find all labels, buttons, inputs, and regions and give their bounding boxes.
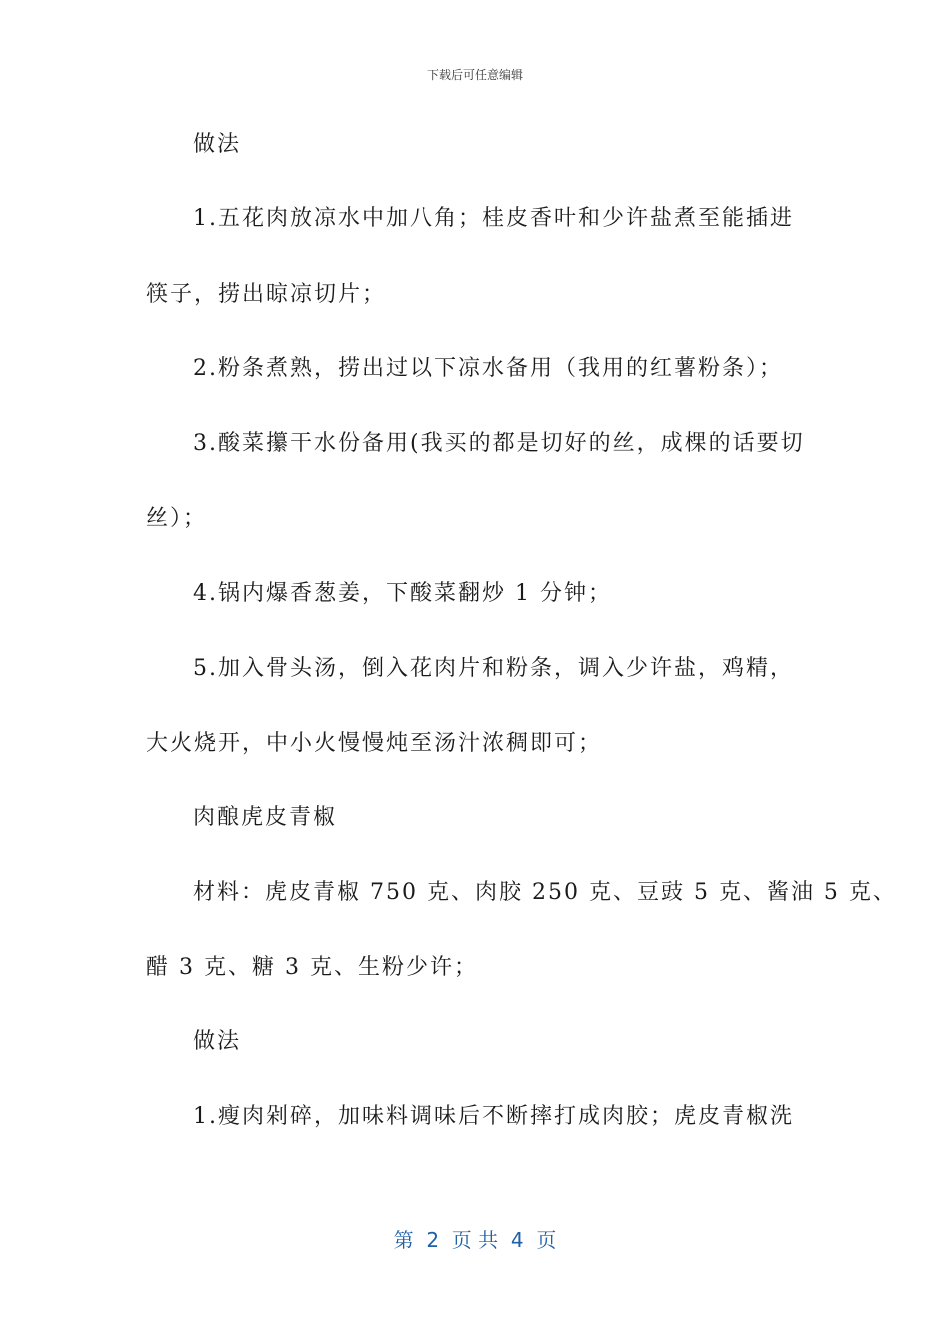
ingredients-line: 醋 3 克、糖 3 克、生粉少许； [146, 955, 478, 980]
ingredients-line: 材料：虎皮青椒 750 克、肉胶 250 克、豆豉 5 克、酱油 5 克、 [193, 880, 897, 905]
paragraph-line: 1.五花肉放凉水中加八角；桂皮香叶和少许盐煮至能插进 [193, 206, 794, 231]
paragraph-line: 2.粉条煮熟，捞出过以下凉水备用（我用的红薯粉条）； [193, 356, 783, 381]
paragraph-line: 丝）； [146, 506, 208, 531]
paragraph-line: 1.瘦肉剁碎，加味料调味后不断摔打成肉胶；虎皮青椒洗 [193, 1104, 794, 1129]
paragraph-line: 3.酸菜攥干水份备用(我买的都是切好的丝，成棵的话要切 [193, 431, 805, 456]
section-heading-method: 做法 [193, 132, 242, 157]
page-header: 下载后可任意编辑 [426, 68, 523, 82]
page-number-footer: 第 2 页 共 4 页 [393, 1228, 557, 1252]
section-heading-method: 做法 [193, 1029, 242, 1054]
paragraph-line: 4.锅内爆香葱姜，下酸菜翻炒 1 分钟； [193, 581, 612, 606]
paragraph-line: 大火烧开，中小火慢慢炖至汤汁浓稠即可； [146, 731, 603, 756]
paragraph-line: 5.加入骨头汤，倒入花肉片和粉条，调入少许盐，鸡精， [193, 656, 794, 681]
recipe-title: 肉酿虎皮青椒 [193, 805, 338, 830]
paragraph-line: 筷子，捞出晾凉切片； [146, 282, 387, 307]
